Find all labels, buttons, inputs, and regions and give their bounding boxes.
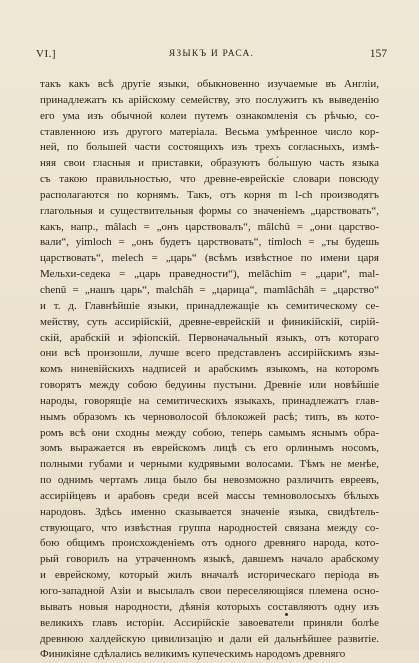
text-line: и еврейскому, который жилъ вначалѣ историческаго періода въ — [40, 569, 379, 582]
text-line: говорятъ между собою бедуины пустыни. Древніе или новѣйшіе — [40, 379, 379, 392]
text-line: по однимъ чертамъ лица было бы невозможно различить евреевъ, — [40, 474, 379, 487]
text-line: мейству, суть ассирійскій, древне-еврейскій и финикійскій, сирій- — [40, 315, 379, 328]
ink-speck — [285, 613, 288, 616]
running-title: ЯЗЫКЪ И РАСА. — [168, 49, 255, 59]
text-line: комъ ниневійскихъ надписей и арабскимъ языкомъ, на которомъ — [40, 363, 379, 376]
text-line: народовъ. Здѣсь именно сказывается значеніе языка, свидѣтель- — [40, 505, 379, 518]
text-line: вывать новыя народности, дѣянія которыхъ составляютъ одну изъ — [40, 600, 379, 613]
text-line: съ такою правильностью, что древне-еврейскіе словари повсюду — [40, 173, 379, 186]
page-number: 157 — [369, 48, 387, 60]
text-line: царствовать“, melech = „царь“ (всѣмъ извѣстное по имени царя — [40, 252, 379, 265]
text-line: и т. д. Главнѣйшіе языки, принадлежащіе къ семитическому се- — [40, 299, 379, 312]
text-line: chenû = „нашъ царь“, malchâh = „царица“, mamlâchâh = „царство“ — [40, 283, 379, 296]
text-line: глагольныя и существительныя формы со значеніемъ „царствовать“, — [40, 204, 379, 217]
text-line: ставленною изъ другого матеріала. Весьма умѣренное число кор- — [40, 125, 379, 138]
text-line: они всѣ произошли, лучше всего представленъ ассирійскимъ язы- — [40, 347, 379, 360]
text-line: принадлежатъ къ арійскому семейству, это послужитъ къ выведенію — [40, 93, 379, 106]
text-line: зомъ выражается въ еврейскомъ лицѣ съ его орлинымъ носомъ, — [40, 442, 379, 455]
text-line: ассирійцевъ и арабовъ среди всей массы темноволосыхъ бѣлыхъ — [40, 489, 379, 502]
text-line: Мельхи-седека = „царь праведности“), melâchim = „цари“, mal- — [40, 268, 379, 281]
text-line: скій, арабскій и эфіопскій. Первоначальный языкъ, отъ котораго — [40, 331, 379, 344]
text-line: народы, говорящіе на семитическихъ языкахъ, принадлежатъ глав- — [40, 394, 379, 407]
text-line: нымъ образомъ къ черноволосой бѣлокожей расѣ; типъ, въ кото- — [40, 410, 379, 423]
text-line: полными губами и черными кудрявыми волосами. Тѣмъ не менѣе, — [40, 458, 379, 471]
text-line: няя свои гласныя и приставки, образуютъ бо́льшую часть языка — [40, 157, 379, 170]
text-line: какъ, напр., mâlach = „онъ царствовалъ“, mâlchû = „они царство- — [40, 220, 379, 233]
text-line: бою общимъ происхожденіемъ отъ одного древняго народа, кото- — [40, 537, 379, 550]
text-line: располагаются по корнямъ. Такъ, отъ корня m l-ch производятъ — [40, 188, 379, 201]
text-line: Финикіяне сдѣлались великимъ купеческимъ народомъ древняго — [40, 648, 346, 661]
text-line: его ума изъ обычной колеи путемъ ознакомленія съ рѣчью, со- — [40, 109, 379, 122]
chapter-number: VI.] — [36, 48, 57, 60]
text-line: рый говорилъ на утраченномъ языкѣ, давшемъ начало арабскому — [40, 553, 379, 566]
body-text — [40, 77, 379, 663]
text-line: древнюю халдейскую цивилизацію и дали ей дальнѣйшее развитіе. — [40, 632, 379, 645]
text-line: ней, по большей части состоящихъ изъ трехъ согласныхъ, измѣ- — [40, 141, 379, 154]
text-line: ромъ всѣ они сходны между собою, теперь самымъ яснымъ обра- — [40, 426, 379, 439]
running-header — [36, 48, 387, 64]
text-line: великихъ главъ исторіи. Ассирійскіе завоеватели приняли болѣе — [40, 616, 379, 629]
text-line: юго-западной Азіи и высылалъ свои переселяющіяся племена осно- — [40, 585, 379, 597]
text-line: ствующаго, что извѣстная группа народностей связана между со- — [40, 521, 379, 534]
text-line: вали“, yimloch = „онъ будетъ царствовать“, timloch = „ты будешь — [40, 236, 379, 249]
text-line: такъ какъ всѣ другіе языки, обыкновенно изучаемые въ Англіи, — [40, 78, 379, 90]
